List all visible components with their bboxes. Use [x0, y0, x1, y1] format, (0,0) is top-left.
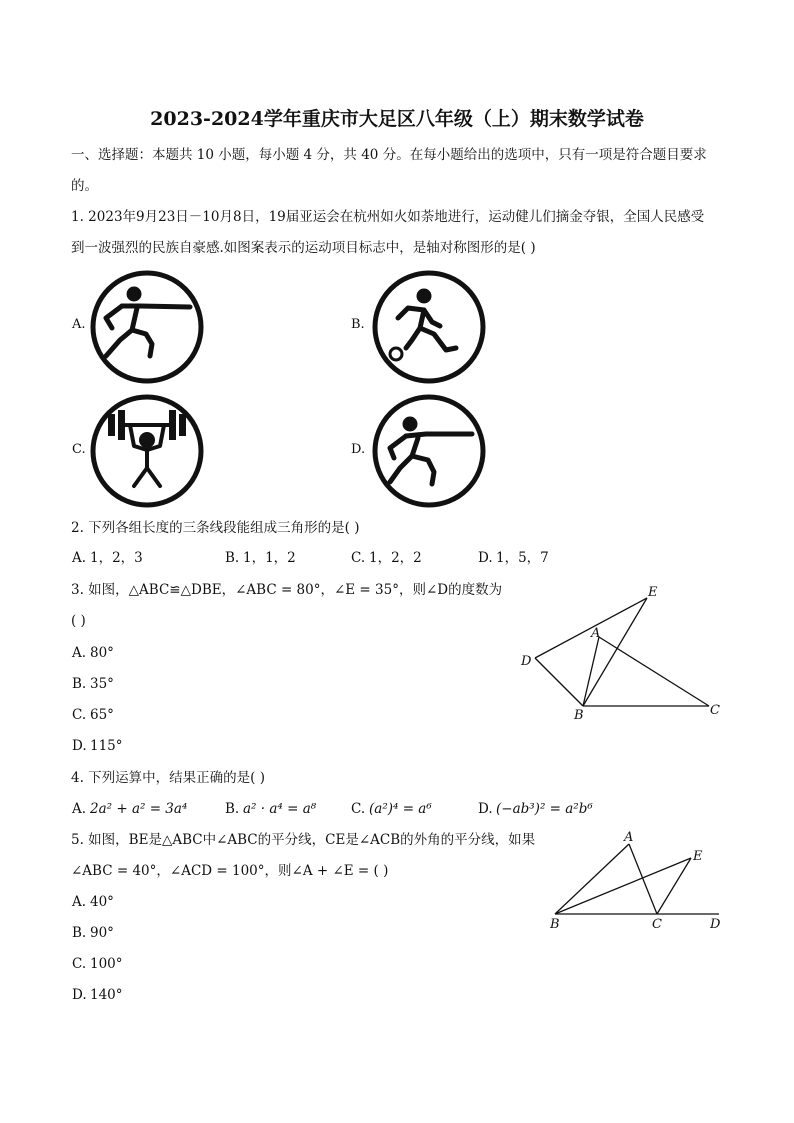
weightlifting-pictogram-icon [90, 394, 204, 508]
vertex-label-B: B [574, 708, 584, 723]
vertex-label-A: A [591, 626, 601, 641]
q5-option-d-label: D. [72, 987, 87, 1003]
q5-option-a-label: A. [72, 894, 87, 910]
segment-AB [583, 637, 599, 706]
q4-option-d-label: D. [478, 801, 493, 817]
football-pictogram-icon [372, 270, 486, 384]
q3-option-b-text: 35° [90, 676, 114, 692]
vertex-label-E: E [693, 849, 703, 864]
vertex-label-B: B [550, 917, 560, 932]
section-instructions-line1: 一、选择题：本题共 10 小题，每小题 4 分，共 40 分。在每小题给出的选项中，只有一项是符合题目要求 [71, 147, 707, 163]
page-title: 2023-2024学年重庆市大足区八年级（上）期末数学试卷 [150, 108, 644, 130]
vertex-label-D: D [710, 917, 721, 932]
q1-option-a-label: A. [72, 317, 86, 332]
segment-BE [555, 858, 691, 914]
q5-option-c-text: 100° [90, 956, 123, 972]
vertex-label-A: A [624, 830, 634, 845]
question-5-line1: 5. 如图，BE是△ABC中∠ABC的平分线，CE是∠ACB的外角的平分线，如果 [71, 832, 536, 848]
q4-option-b-text: a² · a⁴ = a⁸ [243, 801, 317, 817]
question-1-line1: 1. 2023年9月23日－10月8日，19届亚运会在杭州如火如荼地进行，运动健儿们摘金夺银，全国人民感受 [71, 209, 705, 225]
segment-BA [555, 844, 629, 914]
q3-option-a-text: 80° [90, 645, 114, 661]
q1-option-d-label: D. [351, 442, 366, 457]
fencing-pictogram-icon [90, 270, 204, 384]
q5-option-d-text: 140° [90, 987, 123, 1003]
q4-option-b-label: B. [225, 801, 240, 817]
fencing-pictogram-variant-icon [372, 394, 486, 508]
q4-option-d-text: (−ab³)² = a²b⁶ [496, 801, 593, 817]
q5-option-a-text: 40° [90, 894, 114, 910]
q5-option-b-label: B. [72, 925, 87, 941]
segment-EB [583, 598, 647, 706]
q1-option-b-label: B. [351, 317, 365, 332]
q3-option-b-label: B. [72, 676, 87, 692]
q3-option-d-label: D. [72, 738, 87, 754]
q2-option-c-label: C. [351, 550, 366, 566]
q3-option-a-label: A. [72, 645, 87, 661]
q5-option-b-text: 90° [90, 925, 114, 941]
segment-AC [629, 844, 657, 914]
q3-option-d-text: 115° [90, 738, 123, 754]
segment-AC [599, 637, 709, 706]
question-3-line2: ( ) [71, 613, 86, 629]
q2-option-b-label: B. [225, 550, 240, 566]
q3-option-c-text: 65° [90, 707, 114, 723]
vertex-label-C: C [710, 703, 720, 718]
q4-option-a-text: 2a² + a² = 3a⁴ [90, 801, 188, 817]
q4-option-c-label: C. [351, 801, 366, 817]
q2-option-b-text: 1，1，2 [243, 550, 296, 566]
q2-option-a-text: 1，2，3 [90, 550, 143, 566]
vertex-label-D: D [521, 654, 532, 669]
q2-option-a-label: A. [72, 550, 87, 566]
question-3-line1: 3. 如图，△ABC≌△DBE，∠ABC = 80°，∠E = 35°，则∠D的度数为 [71, 582, 503, 598]
q3-option-c-label: C. [72, 707, 87, 723]
segment-DB [535, 658, 583, 706]
vertex-label-E: E [648, 585, 658, 600]
q4-option-a-label: A. [72, 801, 87, 817]
question-2-line1: 2. 下列各组长度的三条线段能组成三角形的是( ) [71, 520, 360, 536]
question-5-line2: ∠ABC = 40°，∠ACD = 100°，则∠A + ∠E = ( ) [71, 863, 389, 879]
q5-triangle-figure [545, 826, 730, 936]
question-1-line2: 到一波强烈的民族自豪感.如图案表示的运动项目标志中，是轴对称图形的是( ) [71, 240, 536, 256]
q3-triangle-figure [515, 580, 730, 725]
q5-option-c-label: C. [72, 956, 87, 972]
section-instructions-line2: 的。 [71, 178, 98, 194]
q1-option-c-label: C. [72, 442, 86, 457]
q2-option-d-label: D. [478, 550, 493, 566]
segment-CE [657, 858, 691, 914]
q4-option-c-text: (a²)⁴ = a⁶ [369, 801, 432, 817]
q2-option-c-text: 1，2，2 [369, 550, 422, 566]
q2-option-d-text: 1，5，7 [496, 550, 549, 566]
question-4-line1: 4. 下列运算中，结果正确的是( ) [71, 770, 265, 786]
vertex-label-C: C [652, 917, 662, 932]
